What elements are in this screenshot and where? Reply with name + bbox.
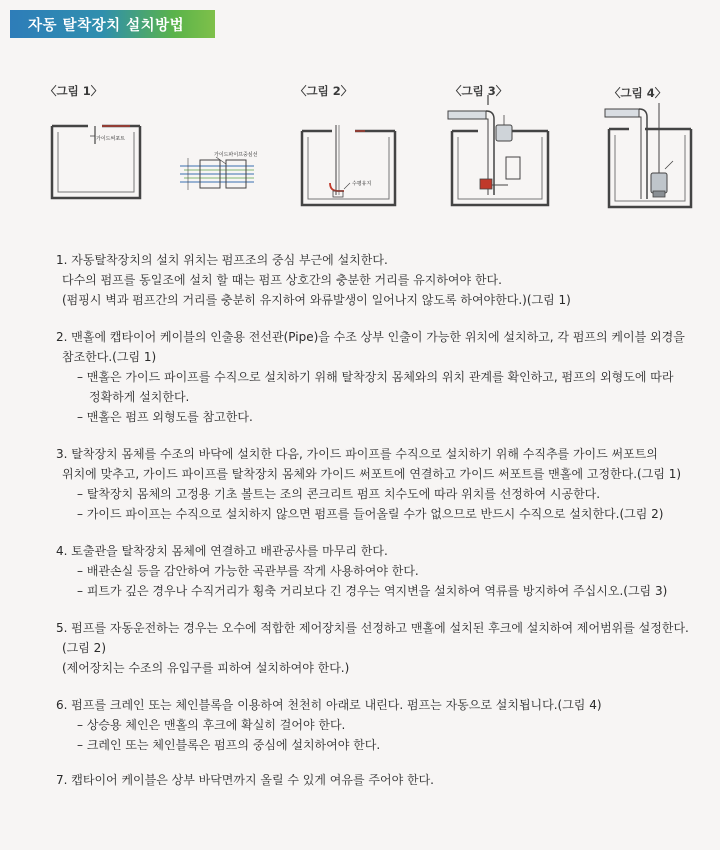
step-subline: – 상승용 체인은 맨홀의 후크에 확실히 걸어야 한다. [77,718,346,732]
figure-1-annotation-guide-support: 가이드써포트 [96,136,125,142]
page-title: 자동 탈착장치 설치방법 [28,18,185,34]
step-line: 1. 자동탈착장치의 설치 위치는 펌프조의 중심 부근에 설치한다. [56,253,388,267]
figure-2-pit-diagram [300,125,400,210]
figure-1-label: 〈그림 1〉 [45,84,103,98]
step-3 [56,444,701,524]
step-line: (그림 2) [62,641,106,655]
step-subline: 정확하게 설치한다. [89,390,190,404]
step-2 [56,327,701,427]
installation-steps [56,250,701,790]
step-line: 5. 펌프를 자동운전하는 경우는 오수에 적합한 제어장치를 선정하고 맨홀에 설치된 후크에 설치하여 제어범위를 설정한다. [56,621,689,635]
step-line: (펌핑시 벽과 펌프간의 거리를 충분히 유지하여 와류발생이 일어나지 않도록 하여야한다.)(그림 1) [62,293,571,307]
figure-1-plan-diagram [180,152,275,192]
figure-2-annotation-level: 수평유지 [352,181,372,187]
figure-4-label: 〈그림 4〉 [609,86,667,100]
step-line: 3. 탈착장치 몸체를 수조의 바닥에 설치한 다음, 가이드 파이프를 수직으로 설치하기 위해 수직추를 가이드 써포트의 [56,447,658,461]
figure-3-pit-diagram [448,95,558,210]
figure-2-label: 〈그림 2〉 [295,84,353,98]
step-subline: – 가이드 파이프는 수직으로 설치하지 않으면 펌프를 들어올릴 수가 없으므로 반드시 수직으로 설치한다.(그림 2) [77,507,664,521]
step-1 [56,250,701,310]
step-5 [56,618,701,678]
step-7 [56,770,701,790]
step-subline: – 피트가 깊은 경우나 수직거리가 횡축 거리보다 긴 경우는 역지변을 설치하여 역류를 방지하여 주십시오.(그림 3) [77,584,668,598]
step-subline: – 크레인 또는 체인블록은 펌프의 중심에 설치하여야 한다. [77,738,381,752]
step-subline: – 맨홀은 가이드 파이프를 수직으로 설치하기 위해 탈착장치 몸체와의 위치 관계를 확인하고, 펌프의 외형도에 따라 [77,370,674,384]
step-line: 참조한다.(그림 1) [62,350,157,364]
figure-3-label: 〈그림 3〉 [450,84,508,98]
step-line: 2. 맨홀에 캡타이어 케이블의 인출용 전선관(Pipe)을 수조 상부 인출이 가능한 위치에 설치하고, 각 펌프의 케이블 외경을 [56,330,685,344]
step-line: 다수의 펌프를 동일조에 설치 할 때는 펌프 상호간의 충분한 거리를 유지하여야 한다. [62,273,502,287]
step-6 [56,695,701,755]
header-banner [10,10,215,38]
step-line: 6. 펌프를 크레인 또는 체인블록을 이용하여 천천히 아래로 내린다. 펌프는 자동으로 설치됩니다.(그림 4) [56,698,602,712]
step-line: (제어장치는 수조의 유입구를 피하여 설치하여야 한다.) [62,661,350,675]
step-subline: – 맨홀은 펌프 외형도를 참고한다. [77,410,253,424]
figure-4-pit-diagram [605,103,705,213]
figure-1-pit-diagram [50,122,150,202]
step-4 [56,541,701,601]
step-subline: – 탈착장치 몸체의 고정용 기초 볼트는 조의 콘크리트 펌프 치수도에 따라 위치를 선정하여 시공한다. [77,487,601,501]
figure-1-annotation-guide-pipe-centerline: 가이드파이프중심선 [214,152,258,158]
step-line: 위치에 맞추고, 가이드 파이프를 탈착장치 몸체와 가이드 써포트에 연결하고 가이드 써포트를 맨홀에 고정한다.(그림 1) [62,467,682,481]
step-line: 4. 토출관을 탈착장치 몸체에 연결하고 배관공사를 마무리 한다. [56,544,388,558]
step-line: 7. 캡타이어 케이블은 상부 바닥면까지 올릴 수 있게 여유를 주어야 한다. [56,773,434,787]
step-subline: – 배관손실 등을 감안하여 가능한 곡관부를 작게 사용하여야 한다. [77,564,419,578]
